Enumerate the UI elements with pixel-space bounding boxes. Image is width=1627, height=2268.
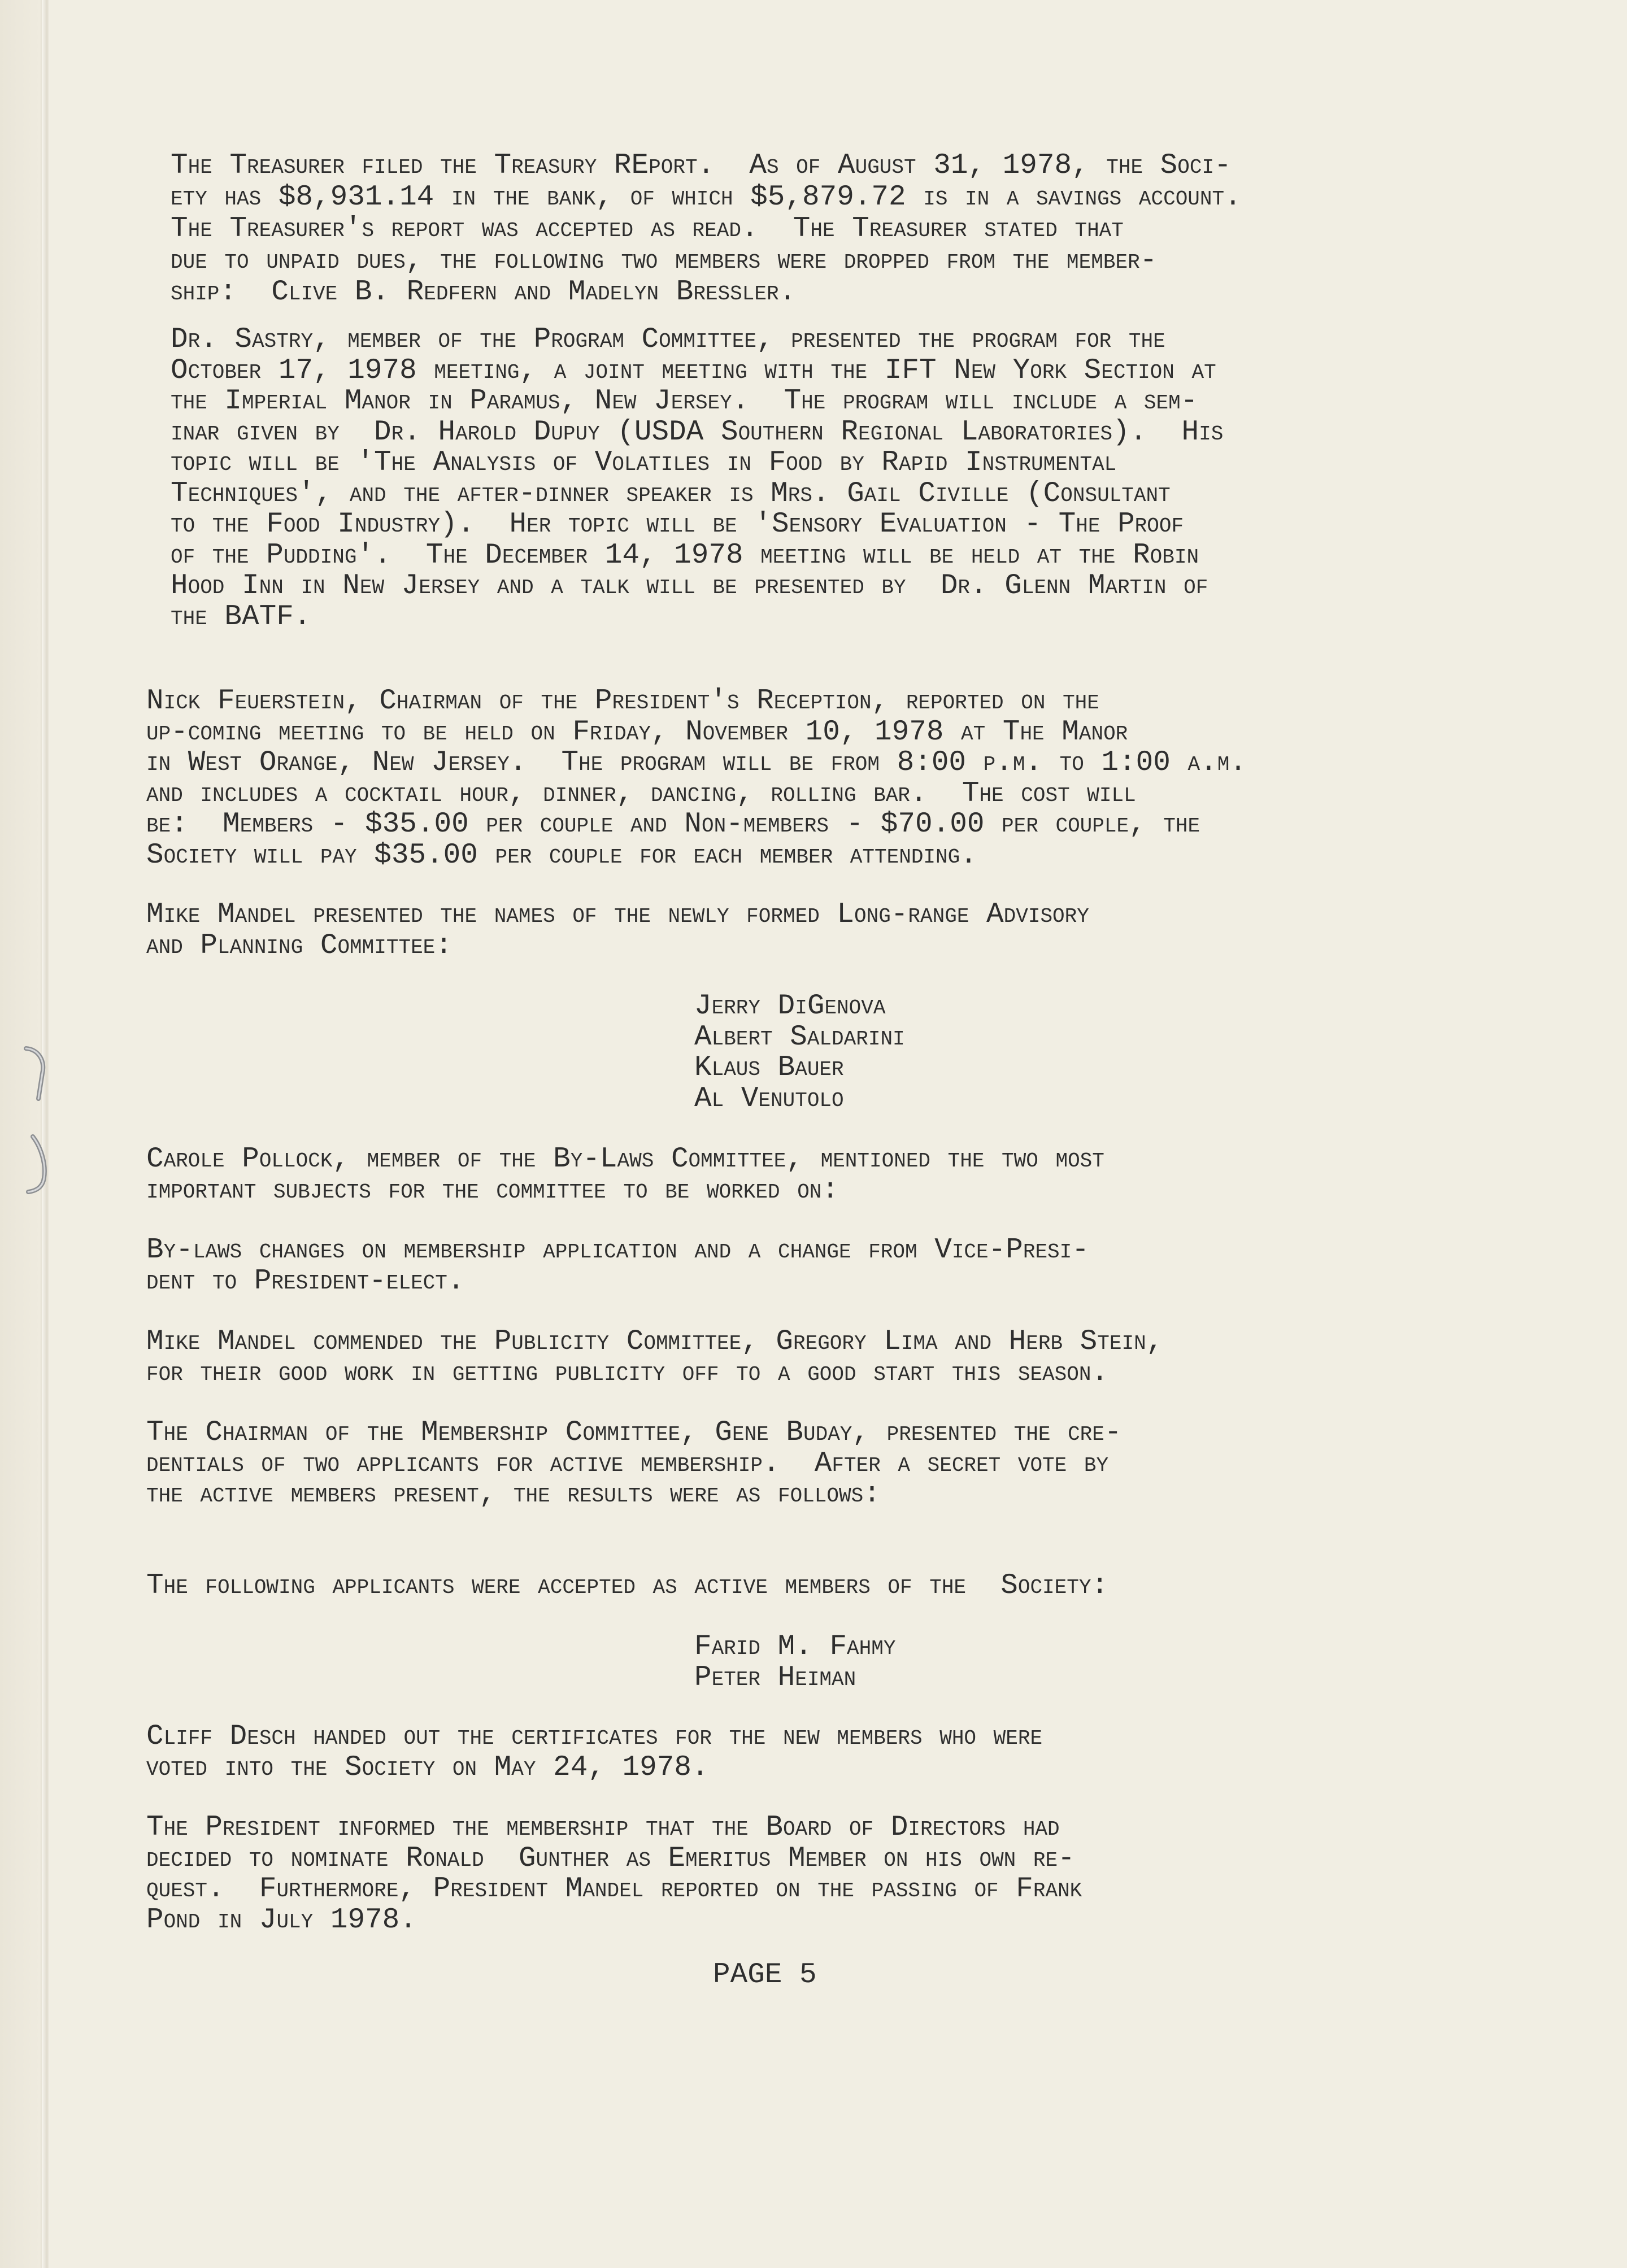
text-line: Mike Mandel presented the names of the newly formed Long-range Advisory bbox=[146, 899, 1089, 931]
paragraph-membership-committee bbox=[146, 1418, 1121, 1510]
text-line: of the Pudding'. The December 14, 1978 meeting will be held at the Robin bbox=[171, 539, 1199, 572]
text-line: Techniques', and the after-dinner speaker is Mrs. Gail Civille (Consultant bbox=[171, 477, 1171, 510]
text-line: October 17, 1978 meeting, a joint meeting with the IFT New York Section at bbox=[171, 354, 1216, 387]
paragraph-bylaws-committee bbox=[146, 1144, 1104, 1206]
text-line: Jerry DiGenova bbox=[694, 990, 886, 1022]
text-line: Mike Mandel commended the Publicity Committee, Gregory Lima and Herb Stein, bbox=[146, 1326, 1164, 1358]
text-line: The Treasurer's report was accepted as read. The Treasurer stated that bbox=[171, 213, 1124, 245]
text-line: Dr. Sastry, member of the Program Committee, presented the program for the bbox=[171, 324, 1165, 356]
text-line: dentials of two applicants for active membership. After a secret vote by bbox=[146, 1447, 1109, 1480]
text-line: due to unpaid dues, the following two members were dropped from the member- bbox=[171, 245, 1158, 277]
text-line: dent to President-elect. bbox=[146, 1265, 465, 1298]
text-line: Hood Inn in New Jersey and a talk will be presented by Dr. Glenn Martin of bbox=[171, 570, 1208, 602]
text-line: ship: Clive B. Redfern and Madelyn Bressler. bbox=[171, 276, 797, 308]
text-line: in West Orange, New Jersey. The program will be from 8:00 p.m. to 1:00 a.m. bbox=[146, 747, 1247, 779]
text-line: decided to nominate Ronald Gunther as Emeritus Member on his own re- bbox=[146, 1842, 1075, 1875]
text-line: up-coming meeting to be held on Friday, November 10, 1978 at The Manor bbox=[146, 716, 1128, 748]
paragraph-accepted-applicants bbox=[146, 1571, 1108, 1602]
committee-names-list bbox=[694, 991, 905, 1115]
text-line: Klaus Bauer bbox=[694, 1052, 844, 1084]
text-line: Nick Feuerstein, Chairman of the President's Reception, reported on the bbox=[146, 685, 1099, 717]
text-line: the active members present, the results were as follows: bbox=[146, 1478, 881, 1510]
text-line: and includes a cocktail hour, dinner, dancing, rolling bar. The cost will bbox=[146, 777, 1136, 810]
staple-top bbox=[17, 1039, 51, 1113]
text-line: The Treasurer filed the Treasury REport. As of August 31, 1978, the Soci- bbox=[171, 150, 1232, 182]
text-line: voted into the Society on May 24, 1978. bbox=[146, 1751, 709, 1784]
text-line: inar given by Dr. Harold Dupuy (USDA Southern Regional Laboratories). His bbox=[171, 416, 1224, 449]
text-line: Society will pay $35.00 per couple for each member attending. bbox=[146, 839, 977, 872]
text-line: The President informed the membership that the Board of Directors had bbox=[146, 1812, 1060, 1844]
text-line: The Chairman of the Membership Committee, Gene Buday, presented the cre- bbox=[146, 1417, 1122, 1449]
paragraph-certificates bbox=[146, 1722, 1042, 1783]
text-line: for their good work in getting publicity off to a good start this season. bbox=[146, 1356, 1109, 1389]
text-line: Al Venutolo bbox=[694, 1082, 844, 1115]
text-line: ety has $8,931.14 in the bank, of which $5,879.72 is in a savings account. bbox=[171, 181, 1242, 214]
text-line: the BATF. bbox=[171, 600, 311, 633]
text-line: to the Food Industry). Her topic will be 'Sensory Evaluation - The Proof bbox=[171, 508, 1184, 541]
text-line: important subjects for the committee to be worked on: bbox=[146, 1174, 839, 1207]
text-line: Peter Heiman bbox=[694, 1661, 856, 1694]
text-line: Pond in July 1978. bbox=[146, 1904, 417, 1936]
paragraph-presidents-reception bbox=[146, 686, 1247, 871]
text-line: The following applicants were accepted as active members of the Society: bbox=[146, 1570, 1109, 1602]
paragraph-advisory-committee bbox=[146, 900, 1089, 961]
paragraph-president-report bbox=[146, 1813, 1082, 1936]
page-number: PAGE 5 bbox=[713, 1959, 817, 1991]
paragraph-bylaws-changes bbox=[146, 1235, 1089, 1297]
text-line: Carole Pollock, member of the By-Laws Committee, mentioned the two most bbox=[146, 1143, 1104, 1176]
text-line: Cliff Desch handed out the certificates for the new members who were bbox=[146, 1721, 1043, 1753]
text-line: By-laws changes on membership application and a change from Vice-Presi- bbox=[146, 1234, 1089, 1266]
text-line: be: Members - $35.00 per couple and Non-members - $70.00 per couple, the bbox=[146, 808, 1200, 841]
text-line: the Imperial Manor in Paramus, New Jersey. The program will include a sem- bbox=[171, 385, 1198, 417]
text-line: and Planning Committee: bbox=[146, 929, 453, 962]
text-line: Albert Saldarini bbox=[694, 1021, 905, 1054]
text-line: topic will be 'The Analysis of Volatiles in Food by Rapid Instrumental bbox=[171, 447, 1117, 479]
text-line: quest. Furthermore, President Mandel reported on the passing of Frank bbox=[146, 1873, 1082, 1905]
paragraph-program-committee bbox=[171, 325, 1223, 633]
staple-bottom bbox=[17, 1130, 51, 1203]
text-line: Farid M. Fahmy bbox=[694, 1631, 896, 1663]
paragraph-publicity-committee bbox=[146, 1327, 1163, 1388]
paragraph-treasury-report bbox=[171, 151, 1242, 309]
accepted-members-list bbox=[694, 1632, 895, 1694]
